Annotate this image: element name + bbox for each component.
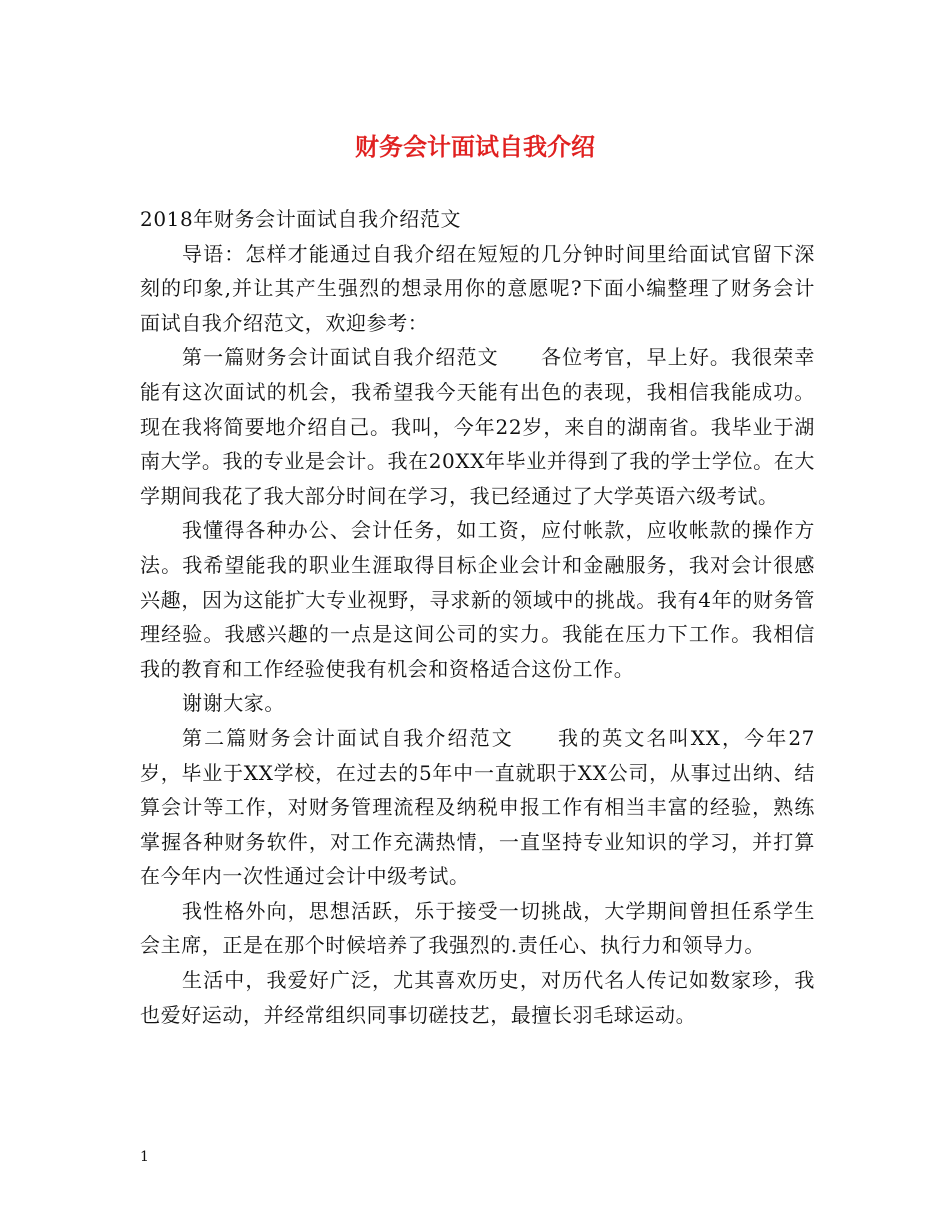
paragraph-thanks: 谢谢大家。 [182, 691, 285, 716]
paragraph-intro: 导语：怎样才能通过自我介绍在短短的几分钟时间里给面试官留下深刻的印象,并让其产生强烈的想录用你的意愿呢?下面小编整理了财务会计面试自我介绍范文，欢迎参考： [140, 241, 815, 335]
paragraph-personality: 我性格外向，思想活跃，乐于接受一切挑战，大学期间曾担任系学生会主席，正是在那个时候培养了我强烈的.责任心、执行力和领导力。 [140, 898, 815, 958]
paragraph-hobbies: 生活中，我爱好广泛，尤其喜欢历史，对历代名人传记如数家珍，我也爱好运动，并经常组织同事切磋技艺，最擅长羽毛球运动。 [140, 968, 815, 1027]
paragraph-skills: 我懂得各种办公、会计任务，如工资，应付帐款，应收帐款的操作方法。我希望能我的职业生涯取得目标企业会计和金融服务，我对会计很感兴趣，因为这能扩大专业视野，寻求新的领域中的挑战。我有4年的财务管理经验。我感兴趣的一点是这间公司的实力。我能在压力下工作。我相信我的教育和工作经验使我有机会和资格适合这份工作。 [140, 518, 815, 681]
paragraph-sample-one: 第一篇财务会计面试自我介绍范文 各位考官，早上好。我很荣幸能有这次面试的机会，我希望我今天能有出色的表现，我相信我能成功。现在我将简要地介绍自己。我叫，今年22岁，来自的湖南省。我毕业于湖南大学。我的专业是会计。我在20XX年毕业并得到了我的学士学位。在大学期间我花了我大部分时间在学习，我已经通过了大学英语六级考试。 [140, 345, 815, 508]
document-subtitle: 2018年财务会计面试自我介绍范文 [140, 207, 462, 231]
document-title: 财务会计面试自我介绍 [355, 132, 595, 161]
page-number: 1 [140, 1149, 149, 1165]
paragraph-sample-two: 第二篇财务会计面试自我介绍范文 我的英文名叫XX，今年27岁，毕业于XX学校，在过去的5年中一直就职于XX公司，从事过出纳、结算会计等工作，对财务管理流程及纳税申报工作有相当丰富的经验，熟练掌握各种财务软件，对工作充满热情，一直坚持专业知识的学习，并打算在今年内一次性通过会计中级考试。 [140, 725, 815, 889]
document-body [140, 202, 815, 1032]
